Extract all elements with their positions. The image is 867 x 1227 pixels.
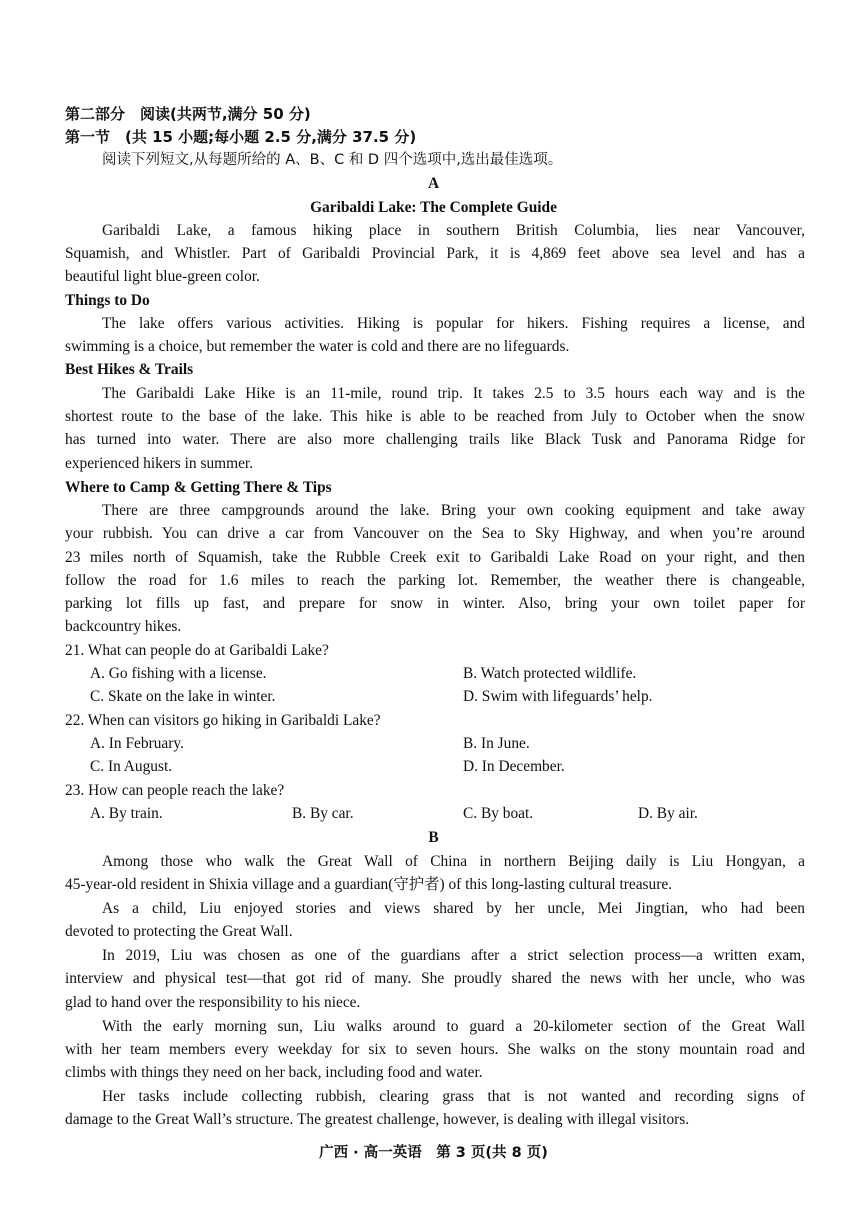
passage-line: As a child, Liu enjoyed stories and views shared by her uncle, Mei Jingtian, who had been — [102, 900, 805, 917]
section-heading: 第一节 (共 15 小题;每小题 2.5 分,满分 37.5 分) — [65, 128, 417, 146]
passage-b-letter: B — [428, 829, 439, 846]
question-21-stem: 21. What can people do at Garibaldi Lake? — [65, 642, 329, 659]
passage-line: climbs with things they need on her back, including food and water. — [65, 1064, 483, 1081]
passage-line: 45-year-old resident in Shixia village and a guardian(守护者) of this long-lasting cultural treasure. — [65, 876, 673, 893]
passage-line: The Garibaldi Lake Hike is an 11-mile, round trip. It takes 2.5 to 3.5 hours each way and is the — [102, 385, 805, 402]
heading-camp-tips: Where to Camp & Getting There & Tips — [65, 479, 332, 496]
heading-best-hikes: Best Hikes & Trails — [65, 361, 194, 378]
q21-option-c: C. Skate on the lake in winter. — [90, 688, 276, 705]
passage-line: glad to hand over the responsibility to his niece. — [65, 994, 361, 1011]
passage-line: follow the road for 1.6 miles to reach the parking lot. Remember, the weather there is changeable, — [65, 572, 805, 589]
passage-line: With the early morning sun, Liu walks around to guard a 20-kilometer section of the Great Wall — [102, 1018, 805, 1035]
q21-option-a: A. Go fishing with a license. — [90, 665, 267, 682]
q23-option-b: B. By car. — [292, 805, 354, 822]
q21-option-d: D. Swim with lifeguards’ help. — [463, 688, 653, 705]
passage-line: The lake offers various activities. Hiking is popular for hikers. Fishing requires a license, and — [102, 315, 805, 332]
passage-line: experienced hikers in summer. — [65, 455, 254, 472]
heading-things-to-do: Things to Do — [65, 292, 150, 309]
passage-line: parking lot fills up fast, and prepare for snow in winter. Also, bring your own toilet paper for — [65, 595, 805, 612]
passage-line: beautiful light blue-green color. — [65, 268, 260, 285]
passage-line: 23 miles north of Squamish, take the Rubble Creek exit to Garibaldi Lake Road on your right, and then — [65, 549, 805, 566]
passage-line: Her tasks include collecting rubbish, clearing grass that is not wanted and recording signs of — [102, 1088, 805, 1105]
question-23-stem: 23. How can people reach the lake? — [65, 782, 285, 799]
passage-line: Squamish, and Whistler. Part of Garibaldi Provincial Park, it is 4,869 feet above sea level and has a — [65, 245, 805, 262]
passage-line: damage to the Great Wall’s structure. The greatest challenge, however, is dealing with illegal visitors. — [65, 1111, 690, 1128]
passage-line: swimming is a choice, but remember the water is cold and there are no lifeguards. — [65, 338, 570, 355]
passage-line: has turned into water. There are also more challenging trails like Black Tusk and Panorama Ridge for — [65, 431, 805, 448]
passage-line: In 2019, Liu was chosen as one of the guardians after a strict selection process—a written exam, — [102, 947, 805, 964]
q22-option-c: C. In August. — [90, 758, 173, 775]
passage-a-letter: A — [427, 175, 440, 192]
passage-line: shortest route to the base of the lake. This hike is able to be reached from July to October when the snow — [65, 408, 805, 425]
part-heading: 第二部分 阅读(共两节,满分 50 分) — [65, 105, 311, 123]
q23-option-d: D. By air. — [638, 805, 698, 822]
passage-line: Garibaldi Lake, a famous hiking place in southern British Columbia, lies near Vancouver, — [102, 222, 805, 239]
q23-option-c: C. By boat. — [463, 805, 534, 822]
q22-option-b: B. In June. — [463, 735, 530, 752]
passage-a-title: Garibaldi Lake: The Complete Guide — [310, 199, 557, 216]
page-footer: 广西 · 高一英语 第 3 页(共 8 页) — [319, 1145, 548, 1161]
q22-option-a: A. In February. — [90, 735, 184, 752]
instruction-text: 阅读下列短文,从每题所给的 A、B、C 和 D 四个选项中,选出最佳选项。 — [102, 152, 563, 168]
passage-line: your rubbish. You can drive a car from Vancouver on the Sea to Sky Highway, and when you’re around — [65, 525, 805, 542]
passage-line: with her team members every weekday for six to seven hours. She walks on the stony mountain road and — [65, 1041, 805, 1058]
question-22-stem: 22. When can visitors go hiking in Garibaldi Lake? — [65, 712, 381, 729]
passage-line: interview and physical test—that got rid of many. She proudly shared the news with her uncle, who was — [65, 970, 805, 987]
passage-line: devoted to protecting the Great Wall. — [65, 923, 293, 940]
passage-line: Among those who walk the Great Wall of China in northern Beijing daily is Liu Hongyan, a — [102, 853, 805, 870]
passage-line: There are three campgrounds around the lake. Bring your own cooking equipment and take away — [102, 502, 805, 519]
passage-line: backcountry hikes. — [65, 618, 182, 635]
q22-option-d: D. In December. — [463, 758, 565, 775]
q21-option-b: B. Watch protected wildlife. — [463, 665, 637, 682]
q23-option-a: A. By train. — [90, 805, 163, 822]
